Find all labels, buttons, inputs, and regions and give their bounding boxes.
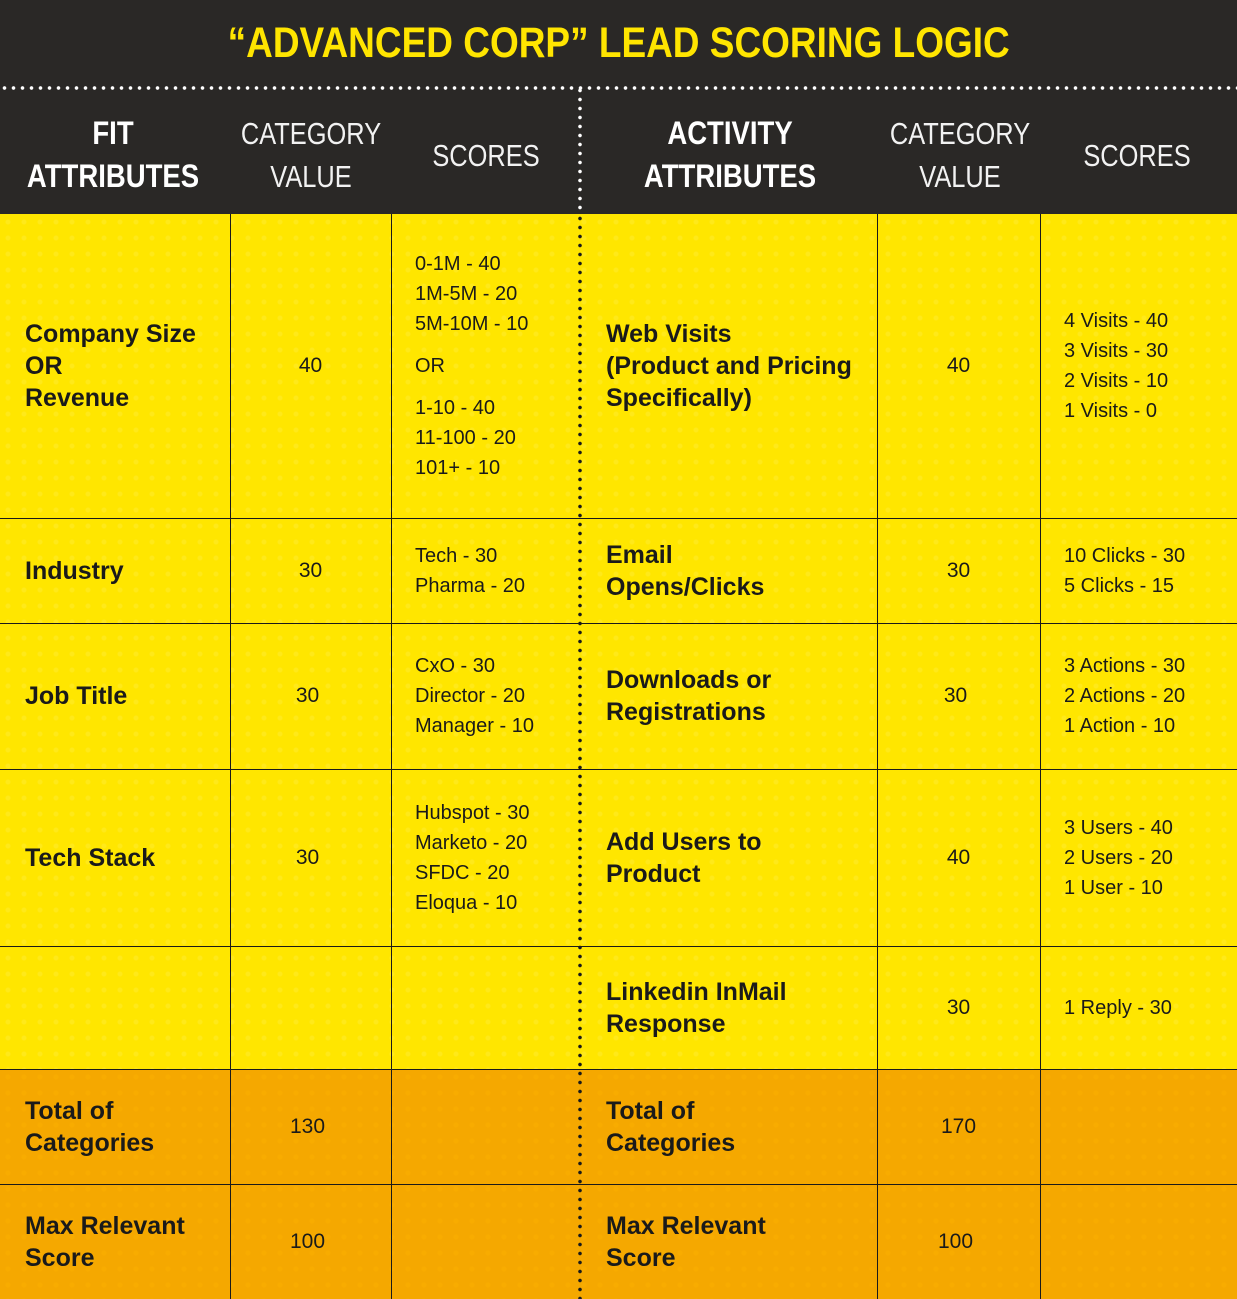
activity-scores-add-users — [1040, 769, 1237, 946]
score-line: 3 Visits - 30 — [1064, 340, 1169, 362]
activity-value: 30 — [946, 558, 971, 582]
activity-max-value: 100 — [937, 1229, 974, 1253]
score-line: 5 Clicks - 15 — [1064, 574, 1175, 597]
center-dotted-divider-header — [578, 86, 582, 214]
fit-attribute-company-size: Company Size OR Revenue — [25, 320, 196, 412]
fit-value: 30 — [295, 684, 320, 707]
title-bar — [0, 0, 1237, 86]
fit-scores-tech-stack — [391, 769, 578, 946]
score-line: Marketo - 20 — [415, 831, 528, 854]
page-title: “ADVANCED CORP” LEAD SCORING LOGIC — [227, 18, 1010, 67]
header-activity-attributes: ACTIVITY ATTRIBUTES — [603, 96, 858, 214]
activity-value: 30 — [943, 684, 968, 707]
header-dotted-divider — [0, 86, 1237, 90]
score-line: 2 Users - 20 — [1064, 846, 1173, 869]
score-line: 1M-5M - 20 — [415, 283, 518, 305]
score-line: Hubspot - 30 — [415, 801, 530, 824]
fit-value: 30 — [298, 558, 323, 582]
score-line: 4 Visits - 40 — [1064, 310, 1169, 332]
center-dotted-divider-body — [578, 214, 582, 1299]
activity-attribute-email: Email Opens/Clicks — [606, 540, 765, 601]
score-line: 3 Actions - 30 — [1064, 655, 1186, 677]
score-line: 101+ - 10 — [415, 457, 501, 479]
activity-scores-email — [1040, 518, 1237, 623]
score-line: Pharma - 20 — [415, 574, 526, 597]
score-line: Manager - 10 — [415, 715, 534, 737]
score-line: 2 Actions - 20 — [1064, 685, 1186, 707]
score-line: 1-10 - 40 — [415, 397, 496, 419]
header-fit-attributes: FIT ATTRIBUTES — [16, 96, 210, 214]
activity-total-label: Total of Categories — [606, 1096, 736, 1157]
fit-max-value: 100 — [289, 1229, 326, 1253]
activity-attribute-linkedin: Linkedin InMail Response — [606, 977, 787, 1038]
activity-scores-downloads — [1040, 623, 1237, 769]
header-scores-right: SCORES — [1059, 96, 1215, 214]
score-line: CxO - 30 — [415, 655, 496, 677]
activity-max-label: Max Relevant Score — [606, 1211, 766, 1272]
fit-scores-industry — [391, 518, 578, 623]
header-scores-left: SCORES — [409, 96, 563, 214]
fit-total-label: Total of Categories — [25, 1096, 155, 1157]
score-line: Eloqua - 10 — [415, 891, 518, 914]
score-line: 1 Visits - 0 — [1064, 400, 1157, 422]
activity-value: 40 — [946, 845, 971, 869]
score-line: 1 Action - 10 — [1064, 715, 1176, 737]
fit-attribute-industry: Industry — [25, 556, 124, 585]
score-line: 2 Visits - 10 — [1064, 370, 1169, 392]
score-line: 11-100 - 20 — [415, 427, 516, 449]
score-line: SFDC - 20 — [415, 861, 510, 884]
fit-scores-job-title — [391, 623, 578, 769]
fit-scores-company-size — [391, 214, 578, 518]
activity-attribute-downloads: Downloads or Registrations — [606, 666, 772, 726]
score-line: Tech - 30 — [415, 544, 498, 567]
score-line: 3 Users - 40 — [1064, 816, 1173, 839]
activity-value: 40 — [946, 354, 971, 377]
header-category-value-left: CATEGORY VALUE — [245, 96, 378, 214]
activity-scores-web-visits — [1040, 214, 1237, 518]
fit-value: 40 — [298, 354, 323, 377]
activity-attribute-add-users: Add Users to Product — [606, 827, 762, 888]
fit-total-value: 130 — [289, 1114, 326, 1138]
fit-value: 30 — [295, 845, 320, 869]
score-line: 1 User - 10 — [1064, 876, 1163, 899]
fit-max-label: Max Relevant Score — [25, 1211, 185, 1272]
score-line: 10 Clicks - 30 — [1064, 544, 1186, 567]
score-line: 5M-10M - 10 — [415, 313, 529, 335]
score-or: OR — [415, 355, 445, 377]
activity-scores-linkedin — [1040, 946, 1237, 1069]
activity-total-value: 170 — [940, 1114, 977, 1138]
fit-attribute-tech-stack: Tech Stack — [25, 843, 156, 872]
header-category-value-right: CATEGORY VALUE — [893, 96, 1027, 214]
score-line: 1 Reply - 30 — [1064, 996, 1172, 1019]
fit-attribute-job-title: Job Title — [25, 682, 128, 710]
activity-value: 30 — [946, 995, 971, 1019]
activity-attribute-web-visits: Web Visits (Product and Pricing Specifically) — [606, 320, 852, 412]
score-line: Director - 20 — [415, 685, 526, 707]
score-line: 0-1M - 40 — [415, 253, 501, 275]
